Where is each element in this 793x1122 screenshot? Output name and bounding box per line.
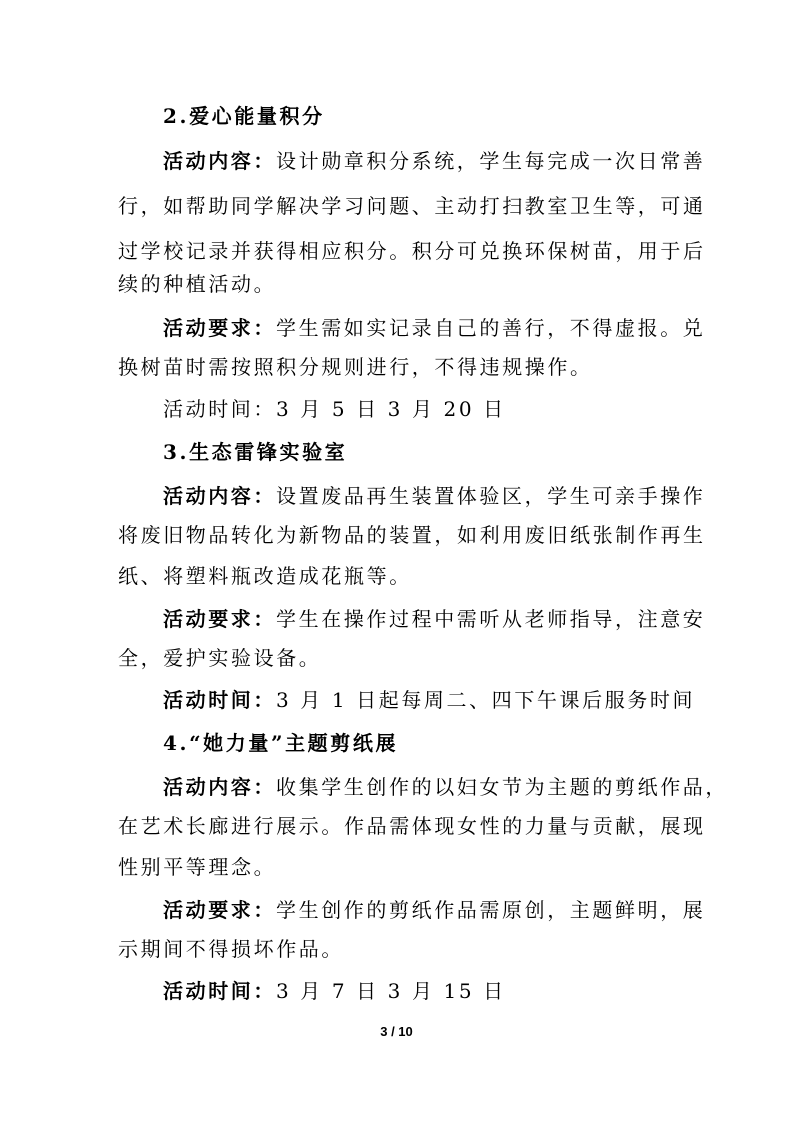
content-label: 活动内容：	[163, 149, 276, 173]
time-label: 活动时间：	[163, 688, 276, 712]
paragraph-line: 活动要求：学生需如实记录自己的善行，不得虚报。兑	[163, 316, 706, 340]
paragraph-line: 将废旧物品转化为新物品的装置，如利用废旧纸张制作再生	[118, 523, 706, 547]
requirement-label: 活动要求：	[163, 316, 276, 340]
time-line	[163, 397, 506, 421]
paragraph-line: 换树苗时需按照积分规则进行，不得违规操作。	[118, 355, 593, 379]
section-heading: 2.爱心能量积分	[163, 104, 325, 128]
paragraph-line: 性别平等理念。	[118, 855, 277, 879]
time-line	[163, 979, 506, 1003]
time-line	[163, 688, 695, 712]
requirement-label: 活动要求：	[163, 607, 276, 631]
paragraph-line: 活动要求：学生在操作过程中需听从老师指导，注意安	[163, 607, 706, 631]
content-label: 活动内容：	[163, 775, 276, 799]
section-heading: 3.生态雷锋实验室	[163, 440, 348, 464]
section-heading: 4.“她力量”主题剪纸展	[163, 731, 399, 755]
paragraph-line: 过学校记录并获得相应积分。积分可兑换环保树苗，用于后	[118, 239, 706, 263]
paragraph-line: 续的种植活动。	[118, 272, 277, 296]
requirement-label: 活动要求：	[163, 898, 276, 922]
paragraph-line: 活动要求：学生创作的剪纸作品需原创，主题鲜明，展	[163, 898, 706, 922]
time-value: 3 月 5 日 3 月 20 日	[276, 397, 506, 421]
paragraph-line: 全，爱护实验设备。	[118, 646, 322, 670]
time-label: 活动时间：	[163, 397, 276, 421]
paragraph-line: 行，如帮助同学解决学习问题、主动打扫教室卫生等，可通	[118, 194, 706, 218]
paragraph-line: 活动内容：收集学生创作的以妇女节为主题的剪纸作品，	[163, 775, 728, 799]
page-number: 3 / 10	[380, 1024, 413, 1039]
paragraph-line: 示期间不得损坏作品。	[118, 937, 344, 961]
paragraph-line: 活动内容：设计勋章积分系统，学生每完成一次日常善	[163, 149, 706, 173]
time-value: 3 月 7 日 3 月 15 日	[276, 979, 506, 1003]
time-value: 3 月 1 日起每周二、四下午课后服务时间	[276, 688, 696, 712]
paragraph-line: 纸、将塑料瓶改造成花瓶等。	[118, 564, 412, 588]
paragraph-line: 在艺术长廊进行展示。作品需体现女性的力量与贡献，展现	[118, 814, 706, 838]
paragraph-line: 活动内容：设置废品再生装置体验区，学生可亲手操作	[163, 484, 706, 508]
time-label: 活动时间：	[163, 979, 276, 1003]
content-label: 活动内容：	[163, 484, 276, 508]
